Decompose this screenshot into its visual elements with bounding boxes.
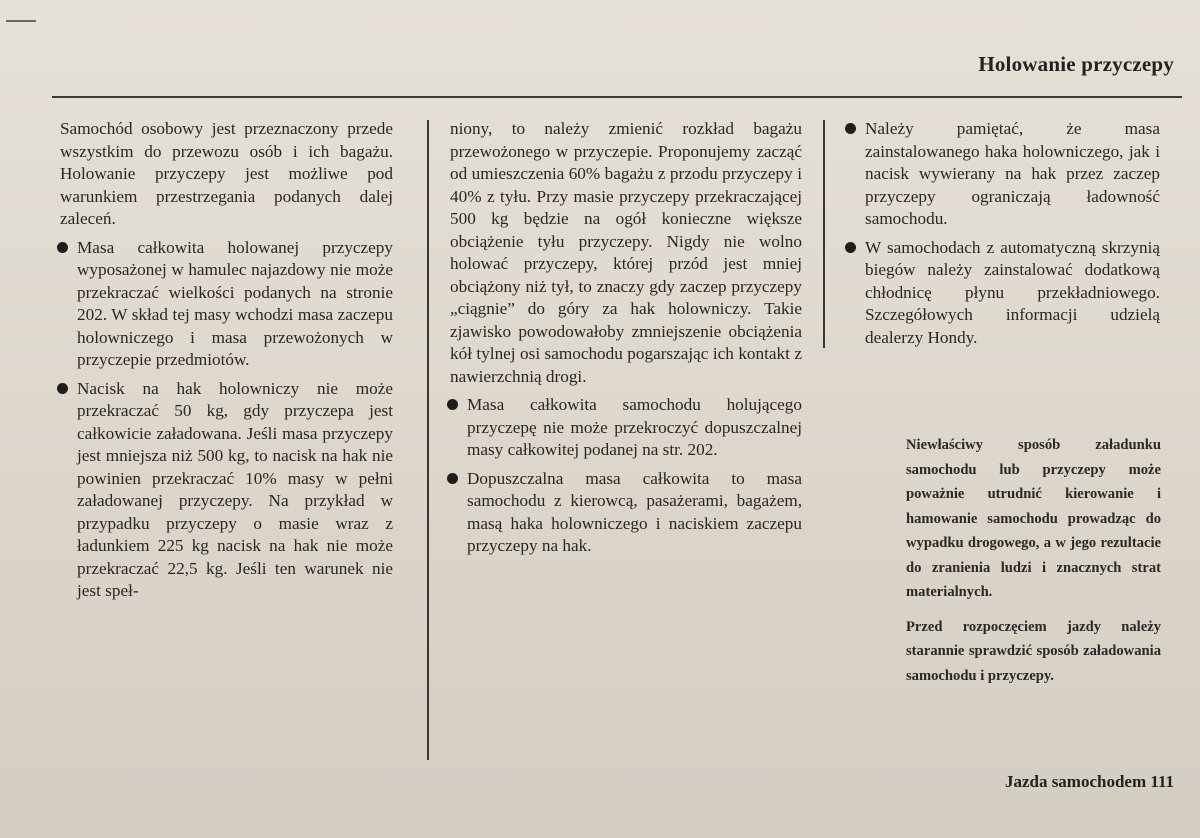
bullet-item bbox=[450, 394, 802, 462]
bullet-icon bbox=[447, 473, 458, 484]
page-footer: Jazda samochodem 111 bbox=[1004, 772, 1174, 791]
bullet-text: Dopuszczalna masa całkowita to masa samochodu z kierowcą, pasażerami, bagażem, masą haka holowniczego i naciskiem zaczepu przyczepy na hak. bbox=[467, 468, 802, 555]
bullet-text: Należy pamiętać, że masa zainstalowanego haka holowniczego, jak i nacisk wywierany na hak przez zaczep przyczepy ograniczają ładowność samochodu. bbox=[865, 119, 1160, 228]
column-divider bbox=[823, 120, 825, 348]
header-rule bbox=[52, 96, 1182, 98]
bullet-text: Masa całkowita samochodu holującego przyczepę nie może przekroczyć dopuszczalnej masy całkowitej podanej na str. 202. bbox=[467, 395, 802, 459]
continuation-paragraph: niony, to należy zmienić rozkład bagażu przewożonego w przyczepie. Proponujemy zacząć od umieszczenia 60% bagażu z przodu przyczepy i 40% z tyłu. Przy masie przyczepy przekraczającej 500 kg będzie na ogół konieczne większe obciążenie tyłu przyczepy. Nigdy nie wolno holować przyczepy, której przód jest mniej obciążony niż tył, to znaczy gdy zaczep przyczepy „ciągnie” do góry za hak holowniczy. Takie zjawisko powodowałoby zmniejszenie obciążenia kół tylnej osi samochodu pogarszając ich kontakt z nawierzchnią drogi. bbox=[450, 119, 802, 386]
text-column-3 bbox=[848, 118, 1160, 349]
bullet-item bbox=[60, 237, 393, 372]
bullet-text: W samochodach z automatyczną skrzynią biegów należy zainstalować dodatkową chłodnicę płynu przekładniowego. Szczegółowych informacji udzielą dealerzy Hondy. bbox=[865, 237, 1160, 347]
text-column-2 bbox=[450, 118, 802, 558]
bullet-icon bbox=[845, 242, 856, 253]
page-title: Holowanie przyczepy bbox=[978, 52, 1174, 76]
bullet-icon bbox=[57, 383, 68, 394]
bullet-text: Nacisk na hak holowniczy nie może przekraczać 50 kg, gdy przyczepa jest całkowicie załadowana. Jeśli masa przyczepy jest mniejsza niż 500 kg, to nacisk na hak nie powinien przekraczać 10% masy w pełni załadowanej przyczepy. Na przykład w przypadku przyczepy o masie wraz z ładunkiem 225 kg nacisk na hak nie może przekraczać 22,5 kg. Jeśli ten warunek nie jest speł- bbox=[77, 378, 393, 600]
text-column-1 bbox=[60, 118, 393, 603]
column-divider bbox=[427, 120, 429, 760]
intro-paragraph: Samochód osobowy jest przeznaczony przede wszystkim do przewozu osób i ich bagażu. Holowanie przyczepy jest możliwe pod warunkiem przestrzegania podanych dalej zaleceń. bbox=[60, 119, 393, 228]
bullet-icon bbox=[447, 399, 458, 410]
bullet-icon bbox=[57, 242, 68, 253]
bullet-icon bbox=[845, 123, 856, 134]
corner-mark bbox=[6, 20, 36, 22]
warning-box bbox=[906, 433, 1161, 688]
warning-paragraph: Niewłaściwy sposób załadunku samochodu lub przyczepy może poważnie utrudnić kierowanie i hamowanie samochodu prowadząc do wypadku drogowego, a w jego rezultacie do zranienia ludzi i znacznych strat materialnych. bbox=[906, 437, 1161, 600]
warning-paragraph: Przed rozpoczęciem jazdy należy starannie sprawdzić sposób załadowania samochodu i przyczepy. bbox=[906, 618, 1161, 684]
bullet-item bbox=[848, 118, 1160, 231]
bullet-text: Masa całkowita holowanej przyczepy wyposażonej w hamulec najazdowy nie może przekraczać wielkości podanych na stronie 202. W skład tej masy wchodzi masa zaczepu holowniczego i masa przewożonych w przyczepie przedmiotów. bbox=[77, 237, 393, 369]
bullet-item bbox=[60, 378, 393, 603]
bullet-item bbox=[848, 237, 1160, 350]
bullet-item bbox=[450, 468, 802, 558]
